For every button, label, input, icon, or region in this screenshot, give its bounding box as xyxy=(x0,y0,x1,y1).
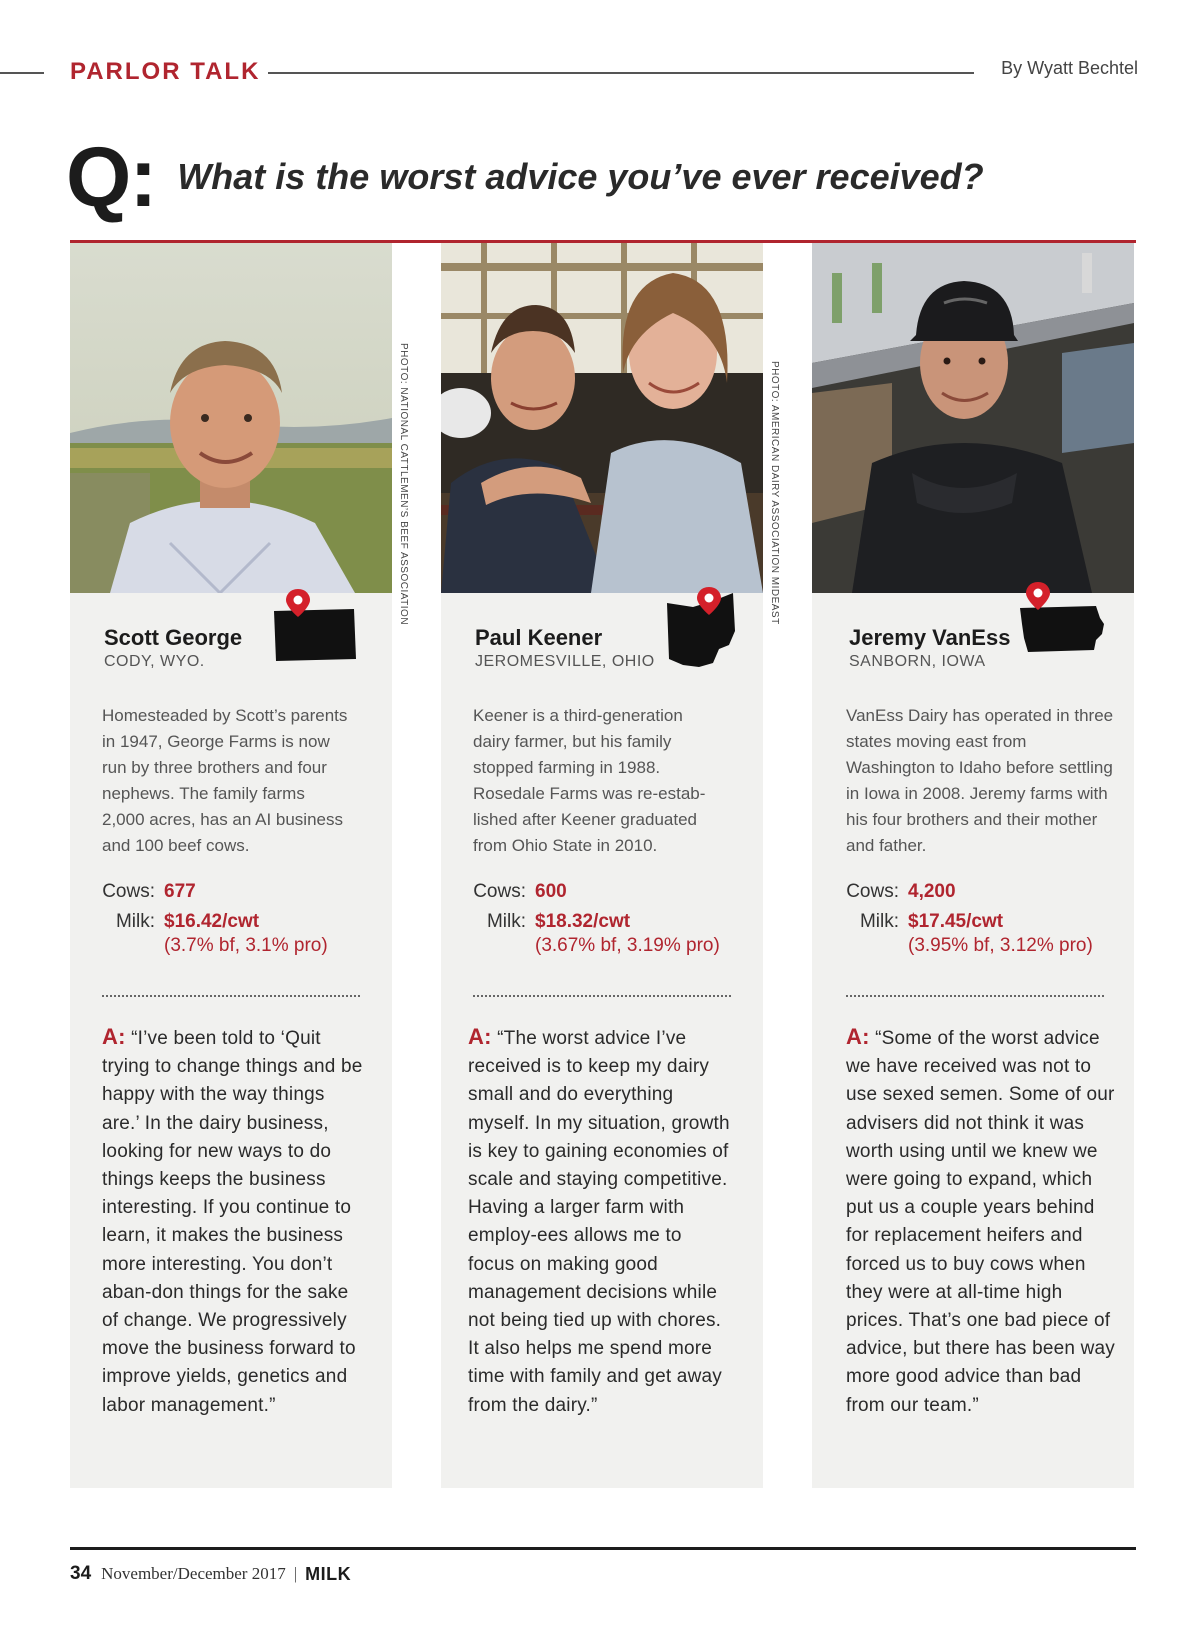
issue-date: November/December 2017 xyxy=(101,1564,286,1583)
header-rule-left xyxy=(0,72,44,74)
profile-location: CODY, WYO. xyxy=(104,653,205,670)
cows-label: Cows: xyxy=(102,881,155,902)
cows-label: Cows: xyxy=(846,881,899,902)
dotted-divider xyxy=(473,995,731,997)
question-heading xyxy=(66,129,984,224)
portrait-photo-scott-george xyxy=(70,243,392,593)
profile-location: JEROMESVILLE, OHIO xyxy=(475,653,655,670)
question-mark: Q: xyxy=(66,129,156,224)
cows-value: 4,200 xyxy=(908,881,956,902)
photo-credit: PHOTO: NATIONAL CATTLEMEN’S BEEF ASSOCIATION xyxy=(398,343,409,626)
profile-name: Paul Keener xyxy=(475,625,603,650)
milk-label: Milk: xyxy=(115,911,155,932)
profile-stats xyxy=(102,881,372,971)
milk-components: (3.7% bf, 3.1% pro) xyxy=(164,935,328,956)
cows-label: Cows: xyxy=(473,881,526,902)
answer-text: “Some of the worst advice we have received was not to use sexed semen. Some of our advisers did not think it was worth using until we knew we were going to expand, which put us a couple years behind for replacement heifers and forced us to buy cows when they were at all-time high prices. That’s one bad piece of advice, but there has been way more good advice than bad from our team.” xyxy=(846,1028,1116,1416)
milk-components: (3.95% bf, 3.12% pro) xyxy=(908,935,1093,956)
answer-mark: A: xyxy=(846,1024,870,1049)
profile-card-paul-keener xyxy=(441,243,780,1488)
footer-rule xyxy=(70,1547,1136,1550)
profile-name: Jeremy VanEss xyxy=(849,625,1011,650)
ohio-map-icon xyxy=(663,583,743,678)
page-number: 34 xyxy=(70,1563,92,1584)
portrait-photo-jeremy-vaness xyxy=(812,243,1134,593)
profile-bio: Homesteaded by Scott’s parents in 1947, George Farms is now run by three brothers and four nephews. The family farms 2,000 acres, has an AI business and 100 beef cows. xyxy=(102,706,348,855)
profile-card-scott-george xyxy=(70,243,409,1488)
profile-answer xyxy=(468,1023,732,1420)
answer-text: “The worst advice I’ve received is to keep my dairy small and do everything myself. In my situation, growth is key to gaining economies of scale and staying competitive. Having a larger farm with employ-ees allows me to focus on making good management decisions while not being tied up with chores. It also helps me spend more time with family and get away from the dairy.” xyxy=(468,1028,730,1416)
footer-separator: | xyxy=(293,1564,298,1583)
dotted-divider xyxy=(102,995,360,997)
cows-value: 600 xyxy=(535,881,567,902)
profile-stats xyxy=(473,881,743,971)
iowa-map-icon xyxy=(1016,578,1108,663)
profile-stats xyxy=(846,881,1116,971)
answer-mark: A: xyxy=(468,1024,492,1049)
profile-name: Scott George xyxy=(104,625,243,650)
answer-mark: A: xyxy=(102,1024,126,1049)
profile-card-jeremy-vaness xyxy=(812,243,1134,1488)
profile-answer xyxy=(846,1023,1116,1420)
section-title: PARLOR TALK xyxy=(70,58,261,85)
milk-label: Milk: xyxy=(859,911,899,932)
milk-components: (3.67% bf, 3.19% pro) xyxy=(535,935,720,956)
milk-price: $18.32/cwt xyxy=(535,911,631,932)
header-rule xyxy=(268,72,974,74)
profile-bio: Keener is a third-generation dairy farmer, but his family stopped farming in 1988. Rosedale Farms was re-estab-lished after Keener graduated from Ohio State in 2010. xyxy=(473,706,706,855)
question-text: What is the worst advice you’ve ever received? xyxy=(177,156,984,197)
wyoming-map-icon xyxy=(270,583,360,668)
cows-value: 677 xyxy=(164,881,196,902)
profile-answer xyxy=(102,1023,364,1420)
dotted-divider xyxy=(846,995,1104,997)
answer-text: “I’ve been told to ‘Quit trying to change things and be happy with the way things are.’ In the dairy business, looking for new ways to do things keeps the business interesting. If you continue to learn, it makes the business more interesting. You don’t aban-don things for the sake of change. We progressively move the business forward to improve yields, genetics and labor management.” xyxy=(102,1028,363,1416)
milk-price: $16.42/cwt xyxy=(164,911,260,932)
byline: By Wyatt Bechtel xyxy=(1001,58,1138,78)
magazine-logo: MILK xyxy=(305,1563,352,1584)
milk-label: Milk: xyxy=(486,911,526,932)
photo-credit: PHOTO: AMERICAN DAIRY ASSOCIATION MIDEAST xyxy=(769,361,780,625)
milk-price: $17.45/cwt xyxy=(908,911,1004,932)
page-footer xyxy=(70,1563,351,1585)
profile-location: SANBORN, IOWA xyxy=(849,653,986,670)
portrait-photo-paul-keener xyxy=(441,243,763,593)
profile-bio: VanEss Dairy has operated in three states moving east from Washington to Idaho before settling in Iowa in 2008. Jeremy farms with his four brothers and their mother and father. xyxy=(846,706,1114,855)
